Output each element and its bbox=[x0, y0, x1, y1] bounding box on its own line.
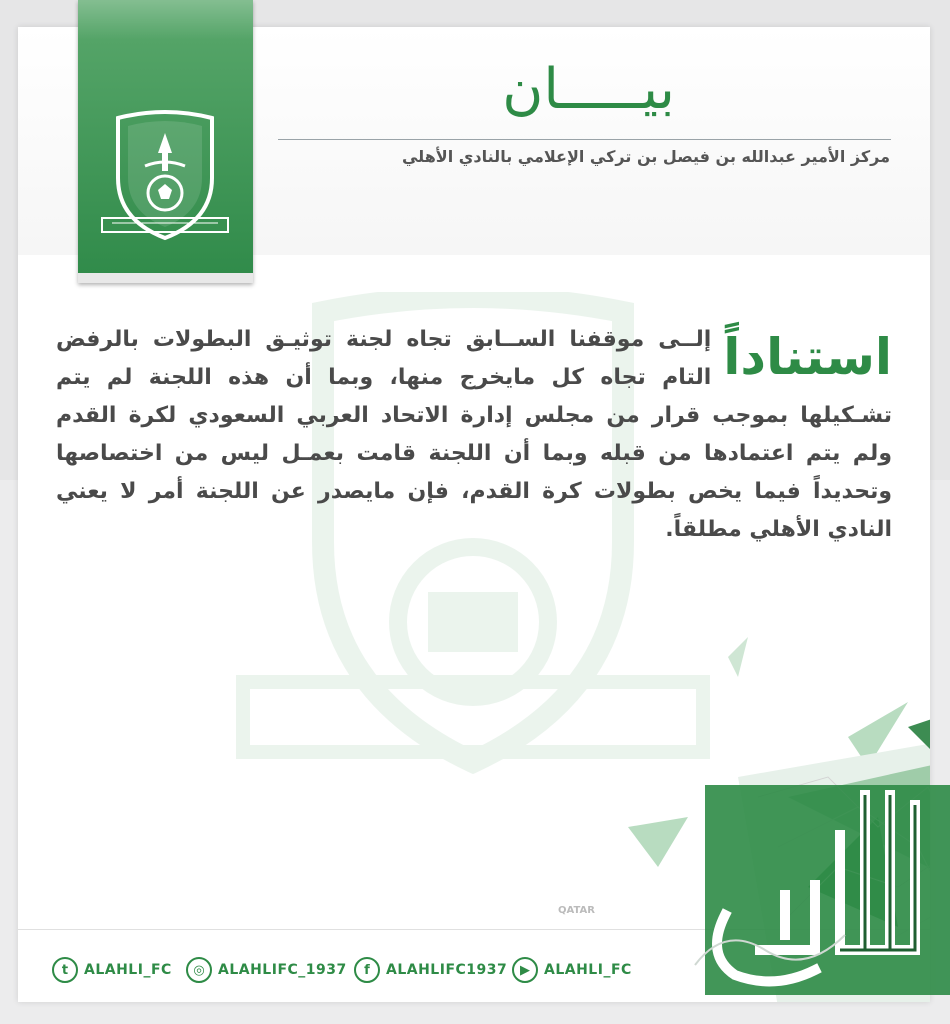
social-link-instagram[interactable] bbox=[186, 954, 347, 986]
instagram-icon: ◎ bbox=[186, 957, 212, 983]
youtube-icon: ▶ bbox=[512, 957, 538, 983]
statement-body: إلــى موقفنا الســابق تجاه لجنة توثيـق البطولات بالرفض التام تجاه كل مايخرج منها، وبما أن هذه اللجنة لم يتم تشـكيلها بموجب قرار من مجلس إدارة الاتحاد العربي السعودي لكرة القدم ولم يتم اعتمادها من قبله وبما أن اللجنة قامت بعمـل ليس من اختصاصها وتحديداً فيما يخص بطولات كرة القدم، فإن مايصدر عن اللجنة أمر لا يعني النادي الأهلي مطلقاً. bbox=[56, 327, 892, 542]
twitter-icon: t bbox=[52, 957, 78, 983]
social-handle: ALAHLIFC1937 bbox=[386, 962, 508, 978]
social-links bbox=[52, 954, 672, 986]
page-subtitle: مركز الأمير عبدالله بن فيصل بن تركي الإعلامي بالنادي الأهلي bbox=[401, 147, 890, 166]
statement-lead-word: استناداً bbox=[723, 328, 892, 386]
club-crest-icon bbox=[100, 108, 230, 253]
alahli-calligraphy-logo-icon bbox=[665, 775, 950, 995]
page-title: بيـــــان bbox=[502, 57, 675, 122]
statement-text bbox=[56, 321, 892, 549]
social-link-youtube[interactable] bbox=[512, 954, 632, 986]
social-handle: ALAHLI_FC bbox=[84, 962, 172, 978]
title-rule bbox=[278, 139, 891, 140]
crest-ribbon bbox=[78, 0, 253, 283]
social-link-facebook[interactable] bbox=[354, 954, 507, 986]
social-handle: ALAHLI_FC bbox=[544, 962, 632, 978]
sponsor-logo: QATAR bbox=[558, 905, 595, 916]
social-handle: ALAHLIFC_1937 bbox=[218, 962, 347, 978]
facebook-icon: f bbox=[354, 957, 380, 983]
social-link-twitter[interactable] bbox=[52, 954, 172, 986]
